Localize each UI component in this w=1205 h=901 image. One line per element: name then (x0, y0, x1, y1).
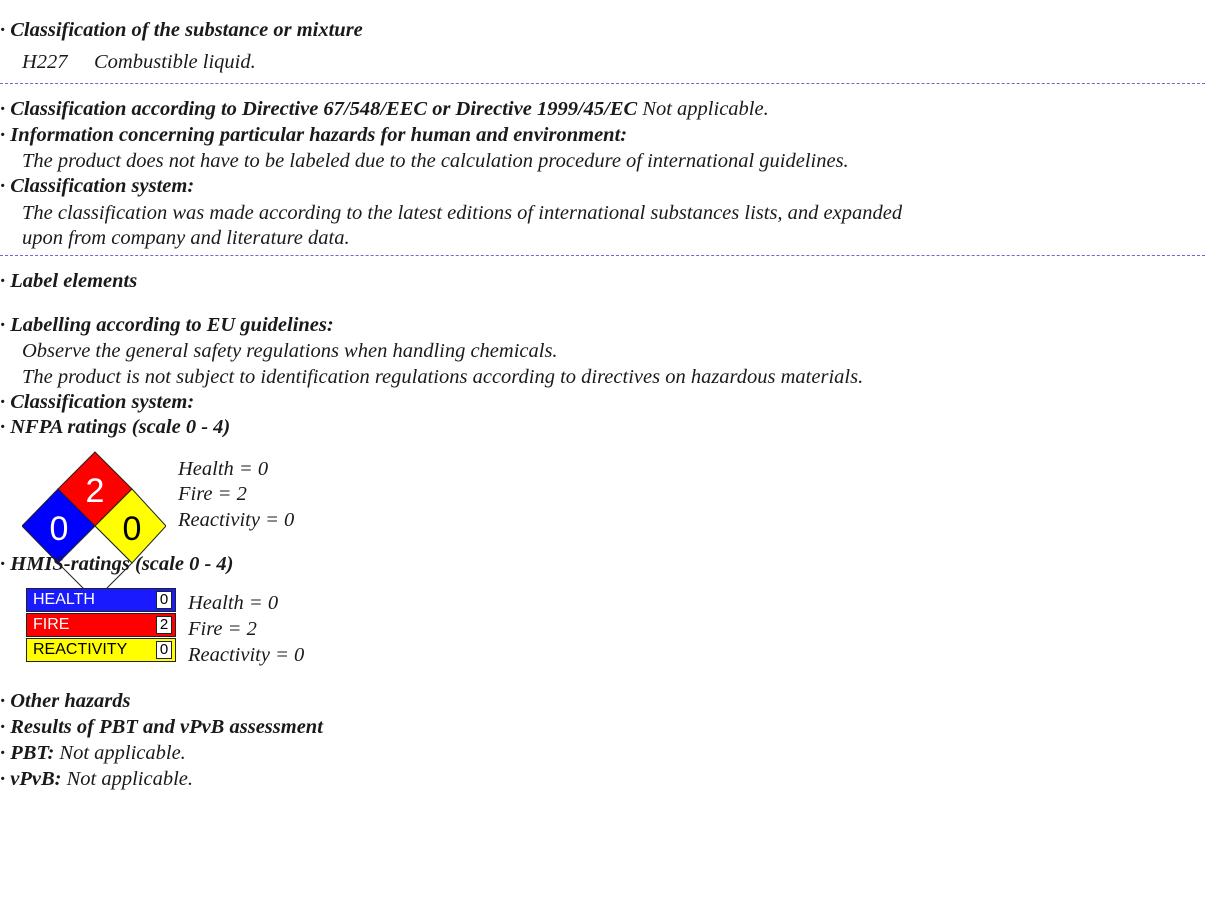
nfpa-reactivity-value: 0 (122, 510, 142, 548)
directive-classification: · Classification according to Directive 67/548/EEC or Directive 1999/45/EC Not applicable. (0, 98, 769, 120)
hmis-label (26, 588, 176, 663)
other-hazards-heading: · Other hazards (0, 690, 131, 712)
eu-labelling-line-1: Observe the general safety regulations when handling chemicals. (22, 340, 558, 362)
hmis-health-text: Health = 0 (188, 592, 279, 614)
hmis-row-health (26, 588, 176, 612)
hazards-info-heading: · Information concerning particular hazards for human and environment: (0, 124, 628, 146)
classification-system-heading: · Classification system: (0, 175, 195, 197)
pbt-result: · PBT: Not applicable. (0, 742, 186, 764)
pbt-assessment-heading: · Results of PBT and vPvB assessment (0, 716, 323, 738)
nfpa-fire-value: 2 (85, 472, 105, 510)
classification-system-heading-2: · Classification system: (0, 391, 195, 413)
hmis-fire-text: Fire = 2 (188, 618, 257, 640)
hazard-text: Combustible liquid. (94, 51, 256, 73)
hmis-health-label: HEALTH (33, 591, 95, 608)
section-divider (0, 83, 1205, 84)
eu-labelling-line-2: The product is not subject to identification regulations according to directives on hazardous materials. (22, 366, 864, 388)
hazards-info-text: The product does not have to be labeled due to the calculation procedure of international guidelines. (22, 150, 849, 172)
hazard-code: H227 (22, 51, 68, 73)
classification-system-text-2: upon from company and literature data. (22, 227, 350, 249)
classification-system-text-1: The classification was made according to the latest editions of international substances lists, and expanded (22, 202, 903, 224)
nfpa-reactivity-text: Reactivity = 0 (178, 509, 295, 531)
nfpa-fire-text: Fire = 2 (178, 483, 247, 505)
hmis-fire-label: FIRE (33, 616, 70, 633)
hmis-row-fire (26, 613, 176, 637)
nfpa-diamond (22, 440, 166, 605)
hmis-row-reactivity (26, 638, 176, 662)
nfpa-health-text: Health = 0 (178, 458, 269, 480)
hmis-reactivity-text: Reactivity = 0 (188, 644, 305, 666)
label-elements-heading: · Label elements (0, 270, 138, 292)
vpvb-result: · vPvB: Not applicable. (0, 768, 194, 790)
nfpa-heading: · NFPA ratings (scale 0 - 4) (0, 416, 231, 438)
hmis-heading: · HMIS-ratings (scale 0 - 4) (0, 553, 234, 575)
nfpa-health-value: 0 (49, 510, 69, 548)
section-divider (0, 255, 1205, 256)
hmis-reactivity-label: REACTIVITY (33, 641, 128, 658)
classification-heading: · Classification of the substance or mixture (0, 19, 363, 41)
hmis-reactivity-value: 0 (156, 641, 172, 659)
hazard-statement (22, 49, 256, 75)
hmis-health-value: 0 (156, 591, 172, 609)
hmis-fire-value: 2 (156, 616, 172, 634)
eu-labelling-heading: · Labelling according to EU guidelines: (0, 314, 334, 336)
